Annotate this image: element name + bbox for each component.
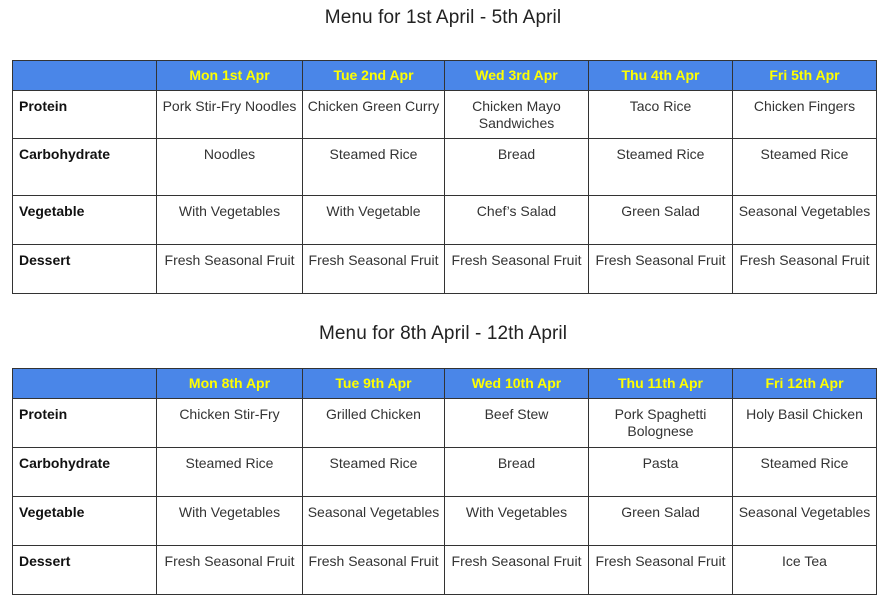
day-header: Tue 9th Apr xyxy=(303,369,445,399)
menu-cell: Holy Basil Chicken xyxy=(733,399,877,448)
menu-cell: Pork Stir-Fry Noodles xyxy=(157,91,303,139)
menu-cell: Steamed Rice xyxy=(733,448,877,497)
menu-cell: Green Salad xyxy=(589,196,733,245)
menu-cell: Fresh Seasonal Fruit xyxy=(157,546,303,595)
menu-title-week-1: Menu for 1st April - 5th April xyxy=(324,7,562,28)
table-row-protein xyxy=(13,399,877,448)
day-header: Mon 8th Apr xyxy=(157,369,303,399)
menu-cell: Chicken Fingers xyxy=(733,91,877,139)
menu-cell: Fresh Seasonal Fruit xyxy=(445,245,589,294)
category-label: Carbohydrate xyxy=(13,448,157,497)
menu-cell: Ice Tea xyxy=(733,546,877,595)
menu-cell: Bread xyxy=(445,139,589,196)
menu-cell: Fresh Seasonal Fruit xyxy=(157,245,303,294)
menu-cell: Fresh Seasonal Fruit xyxy=(589,546,733,595)
day-header: Mon 1st Apr xyxy=(157,61,303,91)
menu-cell: Fresh Seasonal Fruit xyxy=(303,245,445,294)
day-header: Wed 10th Apr xyxy=(445,369,589,399)
menu-cell: Steamed Rice xyxy=(157,448,303,497)
menu-title-week-2: Menu for 8th April - 12th April xyxy=(318,323,568,344)
menu-cell: With Vegetables xyxy=(157,196,303,245)
menu-cell: Grilled Chicken xyxy=(303,399,445,448)
day-header: Tue 2nd Apr xyxy=(303,61,445,91)
table-row-protein xyxy=(13,91,877,139)
menu-cell: Seasonal Vegetables xyxy=(733,497,877,546)
header-corner-cell xyxy=(13,61,157,91)
menu-cell: Beef Stew xyxy=(445,399,589,448)
category-label: Vegetable xyxy=(13,497,157,546)
table-row-dessert xyxy=(13,245,877,294)
table-header-row xyxy=(13,369,877,399)
menu-cell: Chicken Mayo Sandwiches xyxy=(445,91,589,139)
menu-cell: With Vegetables xyxy=(445,497,589,546)
day-header: Fri 12th Apr xyxy=(733,369,877,399)
table-row-vegetable xyxy=(13,497,877,546)
menu-cell: With Vegetable xyxy=(303,196,445,245)
table-header-row xyxy=(13,61,877,91)
menu-cell: Pork Spaghetti Bolognese xyxy=(589,399,733,448)
menu-cell: With Vegetables xyxy=(157,497,303,546)
category-label: Protein xyxy=(13,91,157,139)
menu-cell: Steamed Rice xyxy=(303,448,445,497)
day-header: Fri 5th Apr xyxy=(733,61,877,91)
category-label: Dessert xyxy=(13,245,157,294)
category-label: Dessert xyxy=(13,546,157,595)
menu-cell: Steamed Rice xyxy=(589,139,733,196)
menu-table-week-2 xyxy=(12,368,877,595)
table-row-vegetable xyxy=(13,196,877,245)
menu-cell: Fresh Seasonal Fruit xyxy=(589,245,733,294)
menu-cell: Noodles xyxy=(157,139,303,196)
menu-cell: Seasonal Vegetables xyxy=(303,497,445,546)
menu-table-week-1 xyxy=(12,60,877,294)
category-label: Carbohydrate xyxy=(13,139,157,196)
menu-cell: Fresh Seasonal Fruit xyxy=(733,245,877,294)
category-label: Protein xyxy=(13,399,157,448)
menu-cell: Seasonal Vegetables xyxy=(733,196,877,245)
table-row-carbohydrate xyxy=(13,448,877,497)
menu-cell: Steamed Rice xyxy=(733,139,877,196)
menu-cell: Fresh Seasonal Fruit xyxy=(445,546,589,595)
table-row-dessert xyxy=(13,546,877,595)
menu-cell: Chef’s Salad xyxy=(445,196,589,245)
menu-cell: Pasta xyxy=(589,448,733,497)
category-label: Vegetable xyxy=(13,196,157,245)
menu-cell: Steamed Rice xyxy=(303,139,445,196)
table-row-carbohydrate xyxy=(13,139,877,196)
menu-cell: Taco Rice xyxy=(589,91,733,139)
menu-cell: Chicken Green Curry xyxy=(303,91,445,139)
day-header: Thu 11th Apr xyxy=(589,369,733,399)
menu-cell: Fresh Seasonal Fruit xyxy=(303,546,445,595)
header-corner-cell xyxy=(13,369,157,399)
menu-cell: Green Salad xyxy=(589,497,733,546)
menu-cell: Chicken Stir-Fry xyxy=(157,399,303,448)
day-header: Wed 3rd Apr xyxy=(445,61,589,91)
day-header: Thu 4th Apr xyxy=(589,61,733,91)
menu-cell: Bread xyxy=(445,448,589,497)
